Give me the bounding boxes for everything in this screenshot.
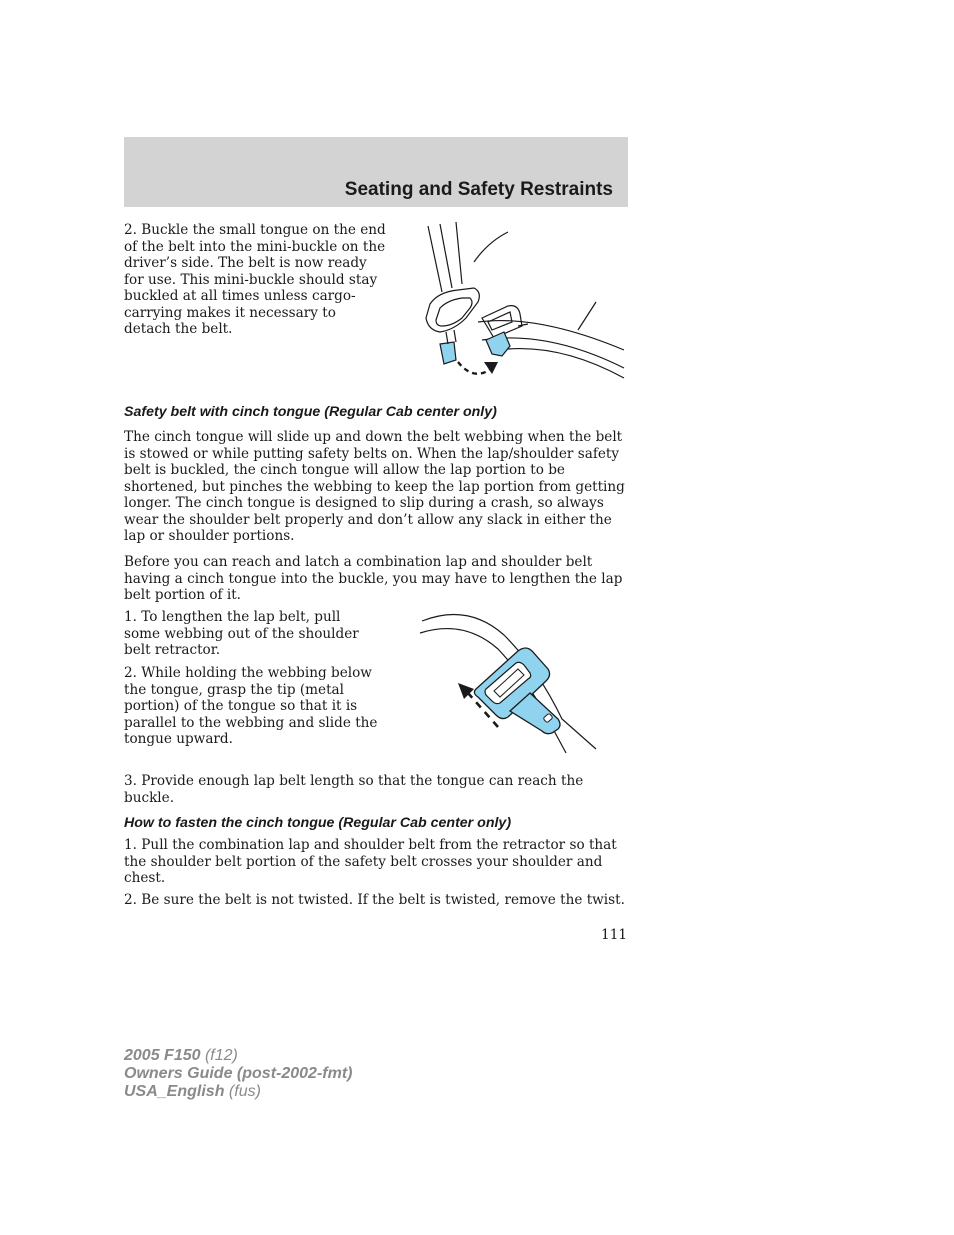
footer-model: 2005 F150 bbox=[124, 1047, 201, 1064]
step-lengthen-1: 1. To lengthen the lap belt, pull some webbing out of the shoulder belt retractor. bbox=[124, 609, 359, 658]
paragraph-cinch-1: The cinch tongue will slide up and down the belt webbing when the belt is stowed or while putting safety belts on. When the lap/shoulder safety belt is buckled, the cinch tongue will allow the lap portion to be shortened, but pinches the webbing to keep the lap portion from getting longer. The cinch tongue is designed to slip during a crash, so always wear the shoulder belt properly and don’t allow any slack in either the lap or shoulder portions. bbox=[124, 429, 625, 544]
step-lengthen-2: 2. While holding the webbing below the tongue, grasp the tip (metal portion) of the tongue so that it is parallel to the webbing and slide the tongue upward. bbox=[124, 665, 378, 747]
footer-model-code: (f12) bbox=[204, 1047, 238, 1064]
paragraph-cinch-2: Before you can reach and latch a combination lap and shoulder belt having a cinch tongue into the buckle, you may have to lengthen the lap belt portion of it. bbox=[124, 554, 623, 603]
step-fasten-1: 1. Pull the combination lap and shoulder belt from the retractor so that the shoulder belt portion of the safety belt crosses your shoulder and chest. bbox=[124, 837, 617, 886]
cinch-tongue-illustration bbox=[418, 607, 608, 759]
minibuckle-illustration bbox=[418, 222, 628, 382]
page-number: 111 bbox=[601, 927, 627, 943]
footer-lang-code: (fus) bbox=[228, 1083, 261, 1100]
footer-guide: Owners Guide (post-2002-fmt) bbox=[124, 1065, 353, 1082]
step-fasten-2: 2. Be sure the belt is not twisted. If the belt is twisted, remove the twist. bbox=[124, 892, 625, 908]
document-footer bbox=[124, 1047, 352, 1101]
footer-lang: USA_English bbox=[124, 1083, 225, 1100]
step-lengthen-3: 3. Provide enough lap belt length so that the tongue can reach the buckle. bbox=[124, 773, 584, 806]
step-minibuckle: 2. Buckle the small tongue on the end of the belt into the mini-buckle on the driver’s side. The belt is now ready for use. This mini-buckle should stay buckled at all times unless cargo-carrying makes it necessary to detach the belt. bbox=[124, 222, 386, 337]
section-heading-fasten: How to fasten the cinch tongue (Regular Cab center only) bbox=[124, 815, 512, 831]
section-heading-cinch: Safety belt with cinch tongue (Regular Cab center only) bbox=[124, 404, 497, 420]
header-band bbox=[124, 137, 628, 207]
page-title: Seating and Safety Restraints bbox=[344, 179, 613, 200]
